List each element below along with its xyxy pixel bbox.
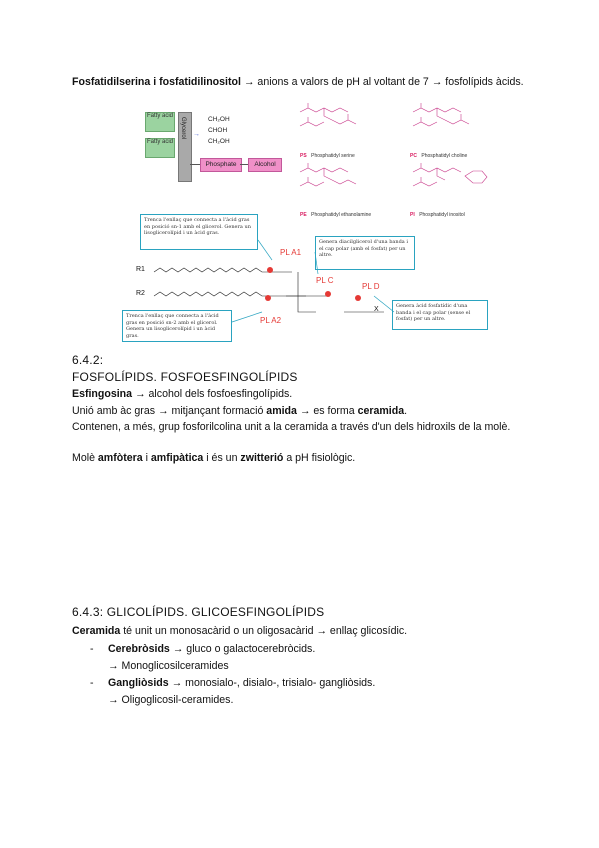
section-title-642: FOSFOLÍPIDS. FOSFOESFINGOLÍPIDS <box>72 370 298 384</box>
connector-line <box>190 164 200 165</box>
pc-molecule <box>413 103 469 126</box>
amida-text-c: → es forma <box>296 405 358 417</box>
amida-text-a: Unió amb àc gras → mitjançant formació <box>72 405 267 417</box>
pe-molecule <box>300 163 356 186</box>
ceramida-term: ceramida <box>357 405 405 417</box>
glycerol-bar <box>178 112 192 182</box>
pi-tag: PI <box>410 212 415 218</box>
pi-molecule <box>413 163 487 186</box>
amfotera-text-a: Molè <box>72 452 98 464</box>
ps-molecule <box>300 103 356 126</box>
amfipatica-term: amfipàtica <box>150 452 204 464</box>
gangliosids-rest: → monosialo-, disialo-, trisialo- gangliòsids. <box>168 677 376 689</box>
gangliosids-sub: → Oligoglicosil-ceramides. <box>108 694 234 706</box>
fatty-acid-label-2: Fatty acid <box>146 139 173 145</box>
fosforilcolina-paragraph: Contenen, a més, grup fosforilcolina unit a la ceramida a través d'un dels hidroxils de la molè. <box>72 421 511 433</box>
intro-rest: anions a valors de pH al voltant de 7 → fosfolípids àcids. <box>254 76 524 88</box>
arrow-right-icon: → <box>193 131 200 138</box>
esfingosina-line <box>72 387 292 401</box>
zwitterio-term: zwitterió <box>240 452 284 464</box>
ceramida-rest: té unit un monosacàrid o un oligosacàrid → enllaç glicosídic. <box>120 625 408 637</box>
amfotera-term: amfòtera <box>97 452 143 464</box>
section-number-642: 6.4.2: <box>72 353 104 367</box>
phosphate-box <box>200 158 242 172</box>
ceramida-term-643: Ceramida <box>72 625 121 637</box>
formula-ch2oh-1: CH₂OH <box>208 116 230 123</box>
alcohol-label: Alcohol <box>254 161 276 168</box>
pe-tag: PE <box>300 212 307 218</box>
amfotera-line <box>72 451 355 465</box>
amfotera-text-c: i <box>142 452 151 464</box>
note-pld-text: Genera àcid fosfatídic d'una banda i el cap polar (sense el fosfat) per un altre. <box>396 303 471 322</box>
note-pla1-text: Trenca l'enllaç que connecta a l'àcid gras en posició sn-1 amb el glicerol. Genera un lisoglicerolípid i un àcid gras. <box>144 217 251 236</box>
pc-caption <box>410 144 467 162</box>
bullet-1: - <box>90 643 94 655</box>
ps-name: Phosphatidyl serine <box>311 153 355 159</box>
x-label: X <box>374 306 379 313</box>
note-pla2-text: Trenca l'enllaç que connecta a l'àcid gras en posició sn-2 amb el glicerol. Genera un lisoglicerolípid i un àcid gras. <box>126 313 219 339</box>
cerebrosids-rest: → gluco o galactocerebròcids. <box>169 643 316 655</box>
glycerol-label: Glycerol <box>180 117 186 140</box>
amida-term: amida <box>266 405 297 417</box>
ps-caption <box>300 144 355 162</box>
glycerol-formula <box>208 114 230 147</box>
bullet-2: - <box>90 677 94 689</box>
section-heading-643: 6.4.3: GLICOLÍPIDS. GLICOESFINGOLÍPIDS <box>72 605 325 619</box>
r1-label: R1 <box>136 266 145 273</box>
arrow: → <box>243 76 255 88</box>
cerebrosids-sub: → Monoglicosilceramides <box>108 660 229 672</box>
plc-label: PL C <box>316 276 334 285</box>
alcohol-box <box>248 158 282 172</box>
fatty-acid-box-1 <box>145 112 175 132</box>
pla2-label: PL A2 <box>260 316 282 325</box>
phospholipid-structure-figure <box>120 100 520 218</box>
phosphate-label: Phosphate <box>205 161 237 168</box>
amfotera-text-g: a pH fisiològic. <box>283 452 356 464</box>
formula-ch2oh-2: CH₂OH <box>208 138 230 145</box>
pc-name: Phosphatidyl choline <box>421 153 468 159</box>
connector-line-2 <box>240 164 248 165</box>
cerebrosids-item <box>108 642 315 656</box>
pc-tag: PC <box>410 153 417 159</box>
pla1-label: PL A1 <box>280 248 302 257</box>
note-plc-text: Genera diacilglicerol d'una banda i el cap polar (amb el fosfat) per un altre. <box>319 239 408 258</box>
amida-line <box>72 404 407 418</box>
pi-name: Phosphatidyl inositol <box>419 212 465 218</box>
esfingosina-rest: → alcohol dels fosfoesfingolípids. <box>132 388 293 400</box>
esfingosina-term: Esfingosina <box>72 388 133 400</box>
fatty-acid-label-1: Fatty acid <box>146 113 173 119</box>
phospholipase-figure <box>112 212 471 342</box>
fatty-acid-box-2 <box>145 138 175 158</box>
r2-label: R2 <box>136 290 145 297</box>
pe-name: Phosphatidyl ethanolamine <box>311 212 372 218</box>
cerebrosids-term: Cerebròsids <box>108 643 170 655</box>
ps-tag: PS <box>300 153 307 159</box>
amida-text-e: . <box>404 405 408 417</box>
gangliosids-item <box>108 676 375 690</box>
formula-choh: CHOH <box>208 127 228 134</box>
intro-line <box>72 75 524 89</box>
pld-label: PL D <box>362 282 380 291</box>
intro-bold: Fosfatidilserina i fosfatidilinositol <box>72 76 241 88</box>
amfotera-text-e: i és un <box>203 452 241 464</box>
ceramida-line <box>72 624 407 638</box>
gangliosids-term: Gangliòsids <box>108 677 169 689</box>
